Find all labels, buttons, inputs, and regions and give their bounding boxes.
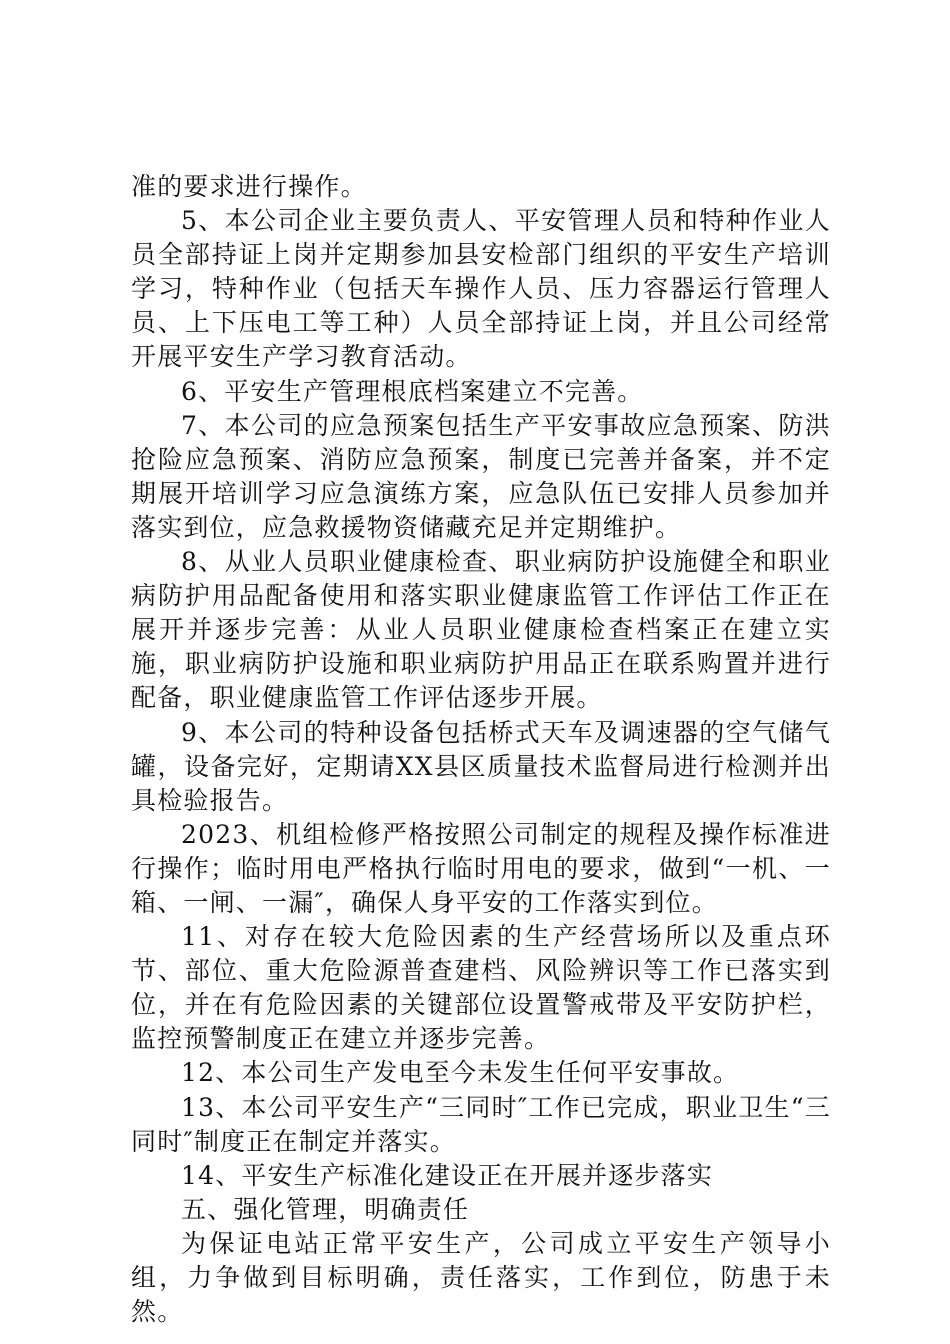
paragraph-item-9: 9、本公司的特种设备包括桥式天车及调速器的空气储气罐，设备完好，定期请XX县区质量技术监督局进行检测并出具检验报告。	[131, 717, 831, 815]
paragraph-item-8: 8、从业人员职业健康检查、职业病防护设施健全和职业病防护用品配备使用和落实职业健康监管工作评估工作正在展开并逐步完善：从业人员职业健康检查档案正在建立实施，职业病防护设施和职业病防护用品正在联系购置并进行配备，职业健康监管工作评估逐步开展。	[131, 547, 831, 713]
paragraph-item-11: 11、对存在较大危险因素的生产经营场所以及重点环节、部位、重大危险源普查建档、风险辨识等工作已落实到位，并在有危险因素的关键部位设置警戒带及平安防护栏，监控预警制度正在建立并逐步完善。	[131, 922, 831, 1054]
paragraph-closing: 为保证电站正常平安生产，公司成立平安生产领导小组，力争做到目标明确，责任落实，工作到位，防患于未然。	[131, 1228, 831, 1327]
paragraph-item-14: 14、平安生产标准化建设正在开展并逐步落实	[181, 1160, 714, 1190]
paragraph-item-5: 5、本公司企业主要负责人、平安管理人员和特种作业人员全部持证上岗并定期参加县安检部门组织的平安生产培训学习，特种作业（包括天车操作人员、压力容器运行管理人员、上下压电工等工种）人员全部持证上岗，并且公司经常开展平安生产学习教育活动。	[131, 206, 831, 372]
paragraph-item-12: 12、本公司生产发电至今未发生任何平安事故。	[181, 1058, 740, 1088]
section-heading: 五、强化管理，明确责任	[181, 1194, 470, 1224]
paragraph-continuation: 准的要求进行操作。	[131, 172, 367, 201]
paragraph-item-6: 6、平安生产管理根底档案建立不完善。	[181, 376, 644, 406]
document-body	[131, 170, 831, 1329]
paragraph-item-10: 2023、机组检修严格按照公司制定的规程及操作标准进行操作；临时用电严格执行临时用电的要求，做到“一机、一箱、一闸、一漏″，确保人身平安的工作落实到位。	[131, 819, 831, 917]
paragraph-item-7: 7、本公司的应急预案包括生产平安事故应急预案、防洪抢险应急预案、消防应急预案，制度已完善并备案，并不定期展开培训学习应急演练方案，应急队伍已安排人员参加并落实到位，应急救援物资储藏充足并定期维护。	[131, 410, 831, 542]
paragraph-item-13: 13、本公司平安生产“三同时″工作已完成，职业卫生“三同时″制度正在制定并落实。	[131, 1092, 831, 1156]
